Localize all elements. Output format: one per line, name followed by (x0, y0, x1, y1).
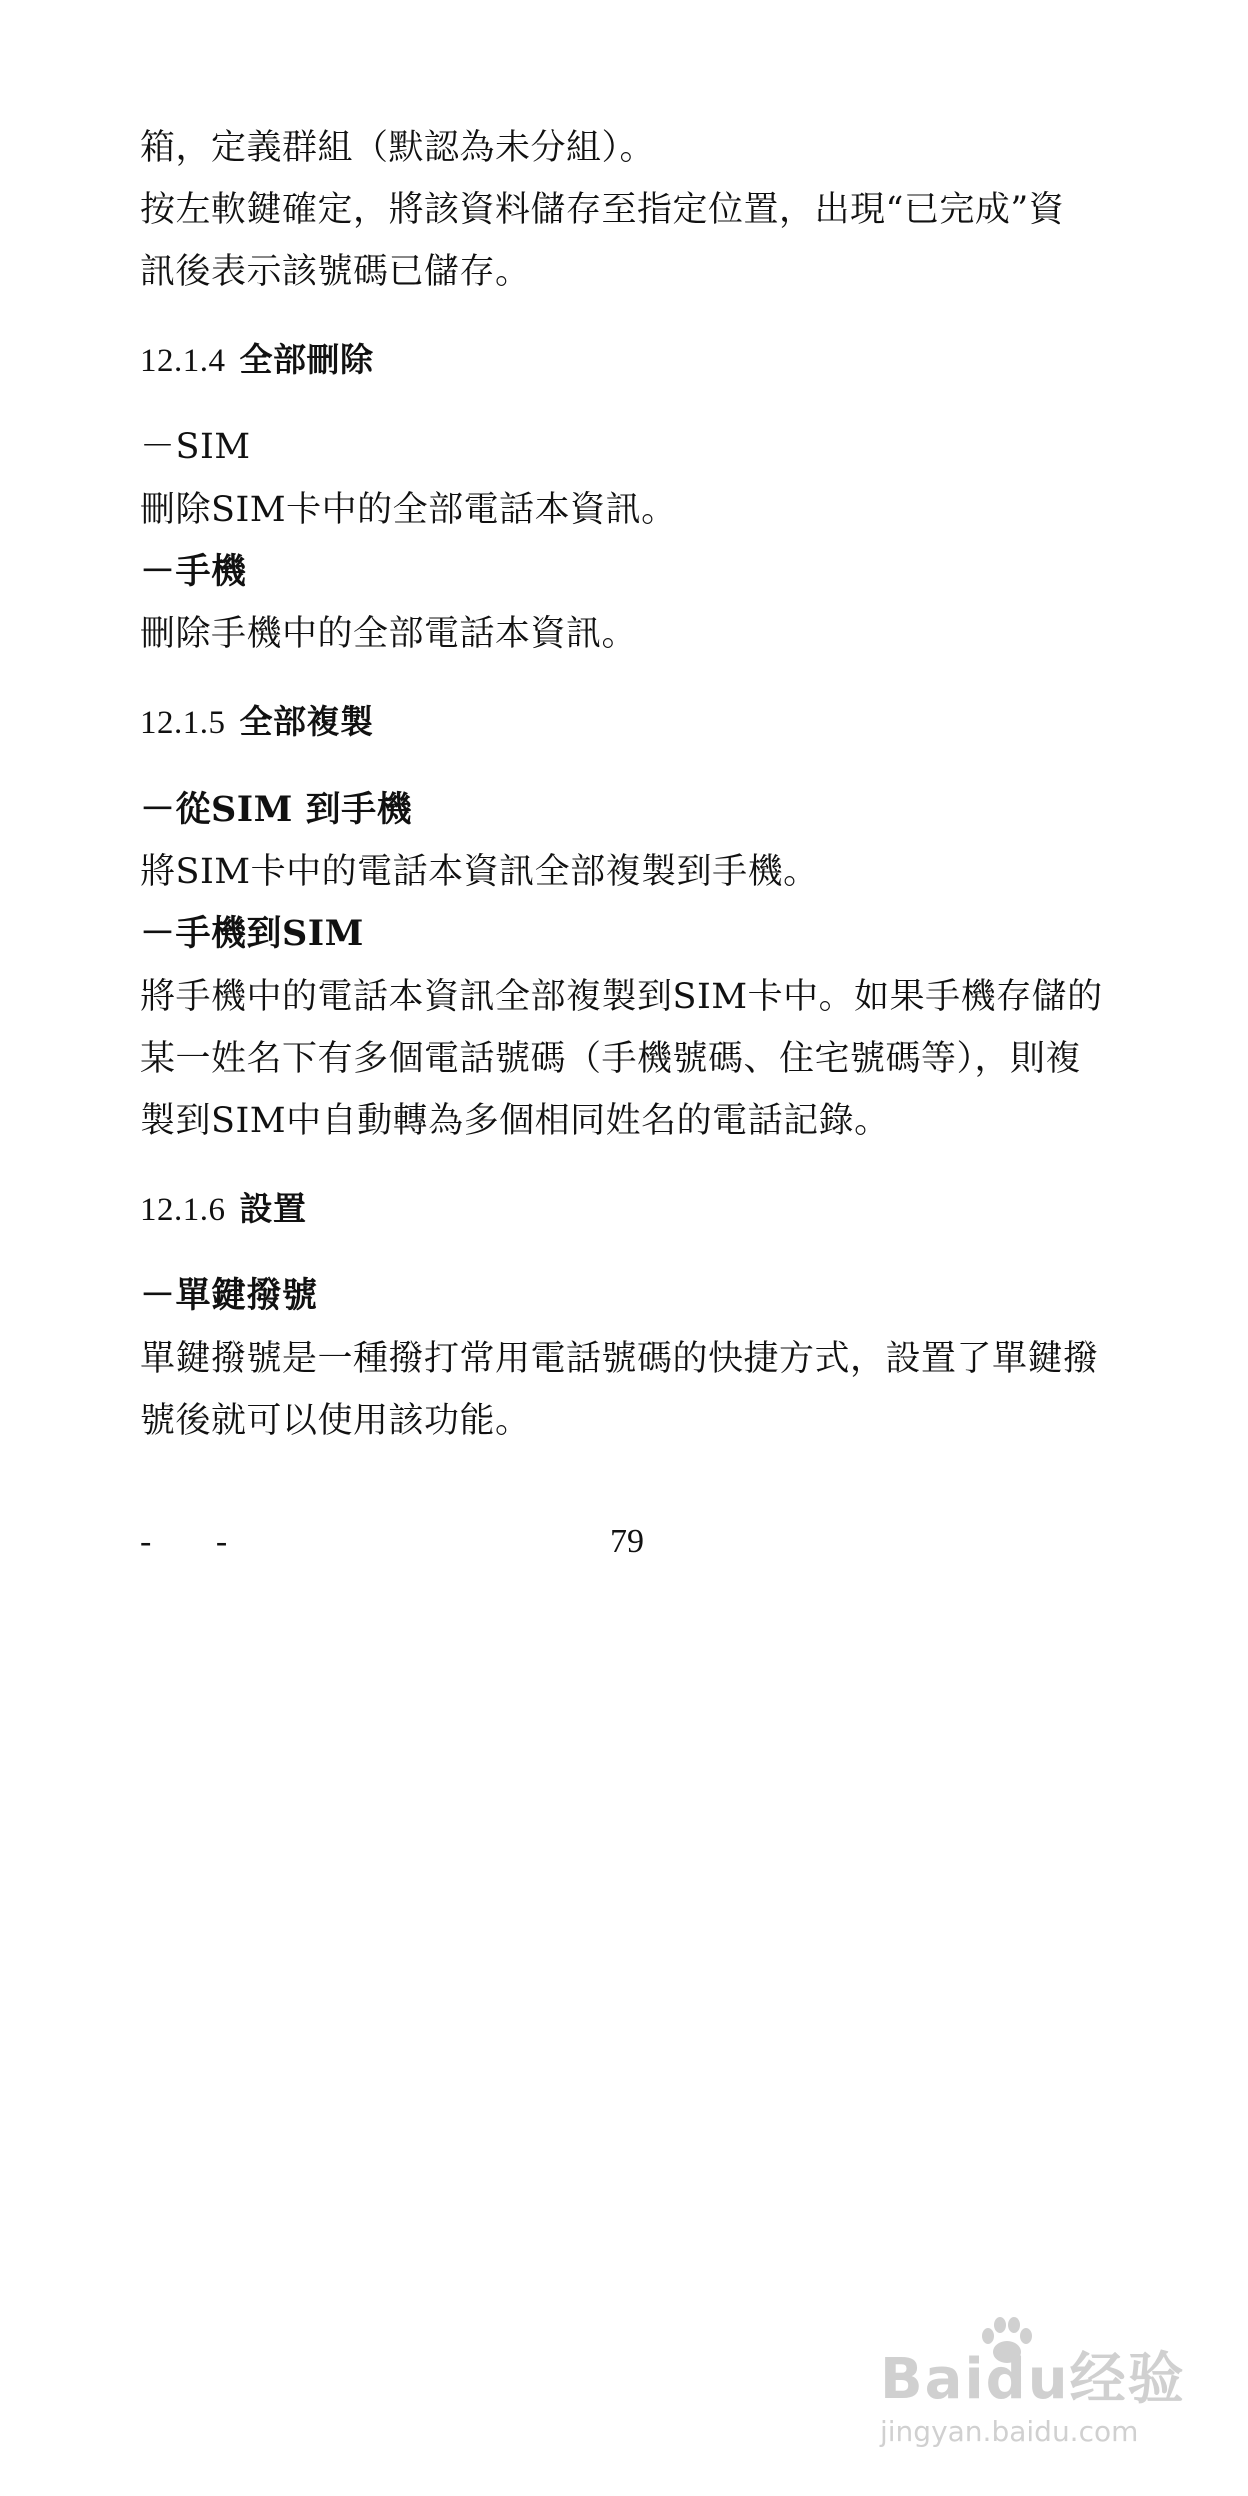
subsection-label: －手機到SIM (140, 913, 364, 954)
section-title: 全部複製 (239, 702, 374, 741)
watermark-url: jingyan.baidu.com (880, 2415, 1139, 2448)
paragraph-line: 刪除SIM卡中的全部電話本資訊。 (140, 490, 677, 530)
section-title: 設置 (239, 1189, 307, 1228)
page-number: 79 (610, 1523, 644, 1560)
section-number: 12.1.6 (140, 1192, 226, 1228)
paragraph-line: 號後就可以使用該功能。 (140, 1401, 531, 1441)
page-footer (140, 1520, 1108, 1564)
paragraph-line: 將SIM卡中的電話本資訊全部複製到手機。 (140, 852, 819, 892)
baidu-jingyan-watermark (880, 2316, 1200, 2456)
section-number: 12.1.5 (140, 705, 226, 741)
section-heading-12-1-4 (140, 338, 374, 383)
footer-dashes: - - (140, 1523, 256, 1560)
subsection-label: －單鍵撥號 (140, 1275, 318, 1316)
section-heading-12-1-6 (140, 1187, 307, 1232)
paragraph-line: 製到SIM中自動轉為多個相同姓名的電話記錄。 (140, 1101, 890, 1141)
paragraph-line: 單鍵撥號是一種撥打常用電話號碼的快捷方式，設置了單鍵撥 (140, 1339, 1099, 1379)
watermark-logo-text: Baidu经验 (880, 2347, 1186, 2412)
subsection-label: －從SIM 到手機 (140, 789, 413, 830)
paragraph-line: 按左軟鍵確定，將該資料儲存至指定位置，出現“已完成”資 (140, 190, 1065, 230)
paragraph-line: 某一姓名下有多個電話號碼（手機號碼、住宅號碼等），則複 (140, 1039, 1082, 1079)
paragraph-line: 箱，定義群組（默認為未分組）。 (140, 128, 656, 168)
subsection-label: －手機 (140, 551, 247, 592)
paragraph-line: 將手機中的電話本資訊全部複製到SIM卡中。如果手機存儲的 (140, 977, 1103, 1017)
paragraph-line: 刪除手機中的全部電話本資訊。 (140, 614, 638, 654)
section-number: 12.1.4 (140, 343, 226, 379)
section-heading-12-1-5 (140, 700, 374, 745)
subsection-label: －SIM (140, 427, 251, 467)
paragraph-line: 訊後表示該號碼已儲存。 (140, 252, 531, 292)
section-title: 全部刪除 (239, 340, 374, 379)
